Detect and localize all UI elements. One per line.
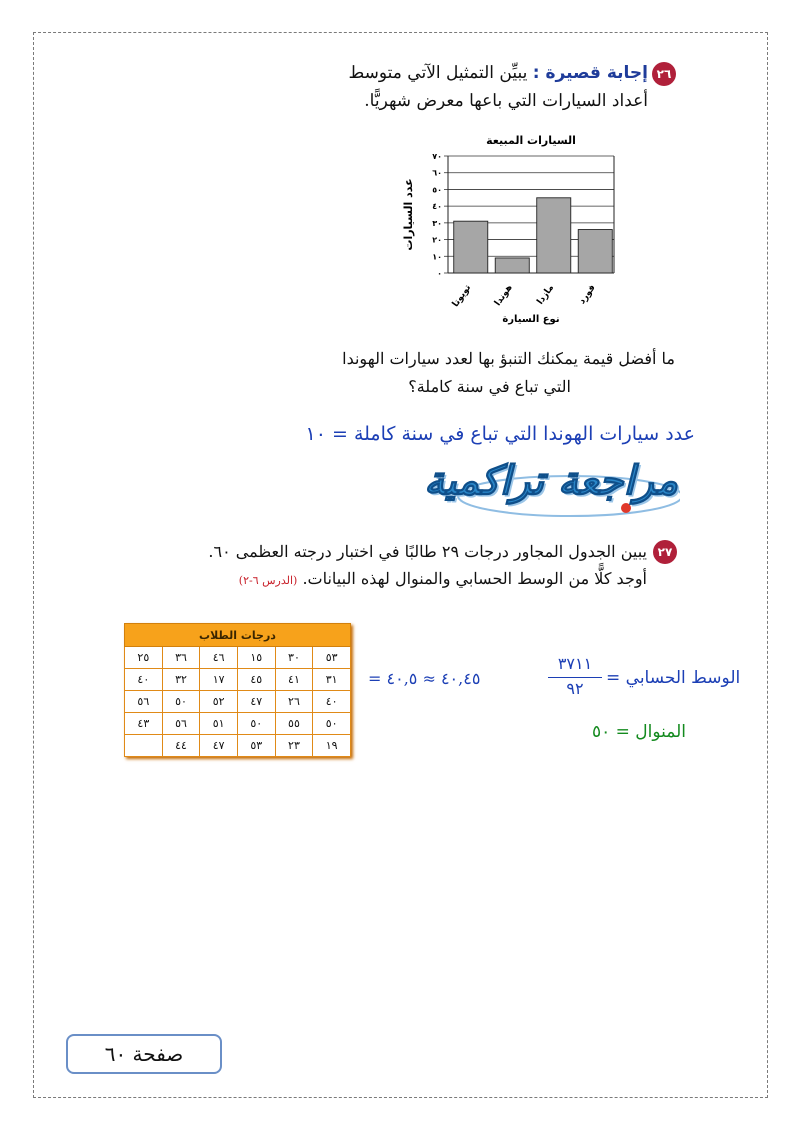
question-27-number: ٢٧ xyxy=(653,540,677,564)
cars-sold-chart xyxy=(398,128,638,328)
table-cell xyxy=(125,735,163,757)
fraction-bar xyxy=(548,677,602,678)
y-tick-label: ٤٠ xyxy=(432,202,442,212)
table-cell: ٥٦ xyxy=(162,713,200,735)
table-cell: ٥٢ xyxy=(200,691,238,713)
table-cell: ٣٢ xyxy=(162,669,200,691)
short-answer-label: إجابة قصيرة : xyxy=(532,63,648,83)
mean-result: = ٤٠,٤٥ ≈ ٤٠,٥ xyxy=(368,669,481,688)
table-cell: ٥٥ xyxy=(275,713,313,735)
question-26-intro: يبيِّن التمثيل الآتي متوسط xyxy=(348,63,528,83)
y-tick-label: ٥٠ xyxy=(432,185,442,195)
table-row xyxy=(125,669,351,691)
table-cell: ٢٦ xyxy=(275,691,313,713)
table-cell: ٤٤ xyxy=(162,735,200,757)
fraction-numerator: ٣٧١١ xyxy=(557,654,593,673)
y-tick-label: ٦٠ xyxy=(432,168,442,178)
cumulative-review-banner xyxy=(423,456,684,526)
table-cell: ٤٣ xyxy=(125,713,163,735)
table-cell: ٥٠ xyxy=(237,713,275,735)
table-cell: ٤٧ xyxy=(237,691,275,713)
question-27-line2 xyxy=(239,566,647,594)
y-tick-label: ٧٠ xyxy=(432,152,442,161)
table-cell: ٣٦ xyxy=(162,647,200,669)
table-row xyxy=(125,691,351,713)
bar-3 xyxy=(537,198,571,273)
table-cell: ٥٣ xyxy=(237,735,275,757)
chart-title: السيارات المبيعة xyxy=(486,134,576,147)
table-row xyxy=(125,735,351,757)
student-grades-table xyxy=(124,623,351,757)
question-26-line2: أعداد السيارات التي باعها معرض شهريًّا. xyxy=(364,91,648,111)
bar-1 xyxy=(454,221,488,273)
table-cell: ٤٠ xyxy=(313,691,351,713)
table-cell: ٢٣ xyxy=(275,735,313,757)
table-cell: ١٩ xyxy=(313,735,351,757)
x-tick-label: هوندا xyxy=(493,282,515,309)
table-cell: ٤١ xyxy=(275,669,313,691)
table-cell: ٤٠ xyxy=(125,669,163,691)
table-cell: ٣٠ xyxy=(275,647,313,669)
question-27-line1: يبين الجدول المجاور درجات ٢٩ طالبًا في اختبار درجته العظمى ٦٠. xyxy=(208,542,647,561)
y-tick-label: ٣٠ xyxy=(432,218,442,228)
question-26-prompt-line1: ما أفضل قيمة يمكنك التنبؤ بها لعدد سيارات الهوندا xyxy=(342,349,675,368)
table-title: درجات الطلاب xyxy=(125,624,351,647)
mean-label: الوسط الحسابي = xyxy=(606,668,741,688)
table-cell: ٥٠ xyxy=(313,713,351,735)
table-row xyxy=(125,713,351,735)
question-27-text: أوجد كلًّا من الوسط الحسابي والمنوال لهذه البيانات. xyxy=(302,569,647,588)
x-axis-label: نوع السيارة xyxy=(502,314,560,325)
mode-answer: المنوال = ٥٠ xyxy=(591,722,686,742)
question-26-line1 xyxy=(349,60,649,86)
x-tick-label: مازدا xyxy=(535,282,557,307)
table-cell: ٥١ xyxy=(200,713,238,735)
y-tick-label: ٢٠ xyxy=(432,235,442,245)
question-26-answer: عدد سيارات الهوندا التي تباع في سنة كاملة = ١٠ xyxy=(305,423,695,445)
x-tick-label: فورد xyxy=(577,282,598,307)
lesson-reference: (الدرس ٦-٢) xyxy=(238,574,298,587)
table-cell: ٥٦ xyxy=(125,691,163,713)
question-26-prompt-line2: التي تباع في سنة كاملة؟ xyxy=(408,377,571,396)
cumulative-review-title: مراجعة تراكمية xyxy=(423,458,678,504)
table-cell: ٢٥ xyxy=(125,647,163,669)
table-cell: ٥٣ xyxy=(313,647,351,669)
bar-2 xyxy=(495,258,529,273)
table-cell: ٥٠ xyxy=(162,691,200,713)
table-cell: ٣١ xyxy=(313,669,351,691)
table-cell: ٤٥ xyxy=(237,669,275,691)
page-number-box: صفحة ٦٠ xyxy=(66,1034,222,1074)
table-cell: ١٧ xyxy=(200,669,238,691)
table-cell: ٤٦ xyxy=(200,647,238,669)
mean-answer xyxy=(368,654,741,700)
bar-4 xyxy=(578,230,612,273)
y-axis-label: عدد السيارات xyxy=(402,178,415,251)
question-26-number: ٢٦ xyxy=(652,62,676,86)
x-tick-label: تويوتا xyxy=(450,282,474,310)
table-cell: ١٥ xyxy=(237,647,275,669)
y-tick-label: ١٠ xyxy=(432,252,442,262)
y-tick-label: ٠ xyxy=(437,269,442,278)
fraction-denominator: ٩٢ xyxy=(566,679,584,698)
table-cell: ٤٧ xyxy=(200,735,238,757)
table-row xyxy=(125,647,351,669)
